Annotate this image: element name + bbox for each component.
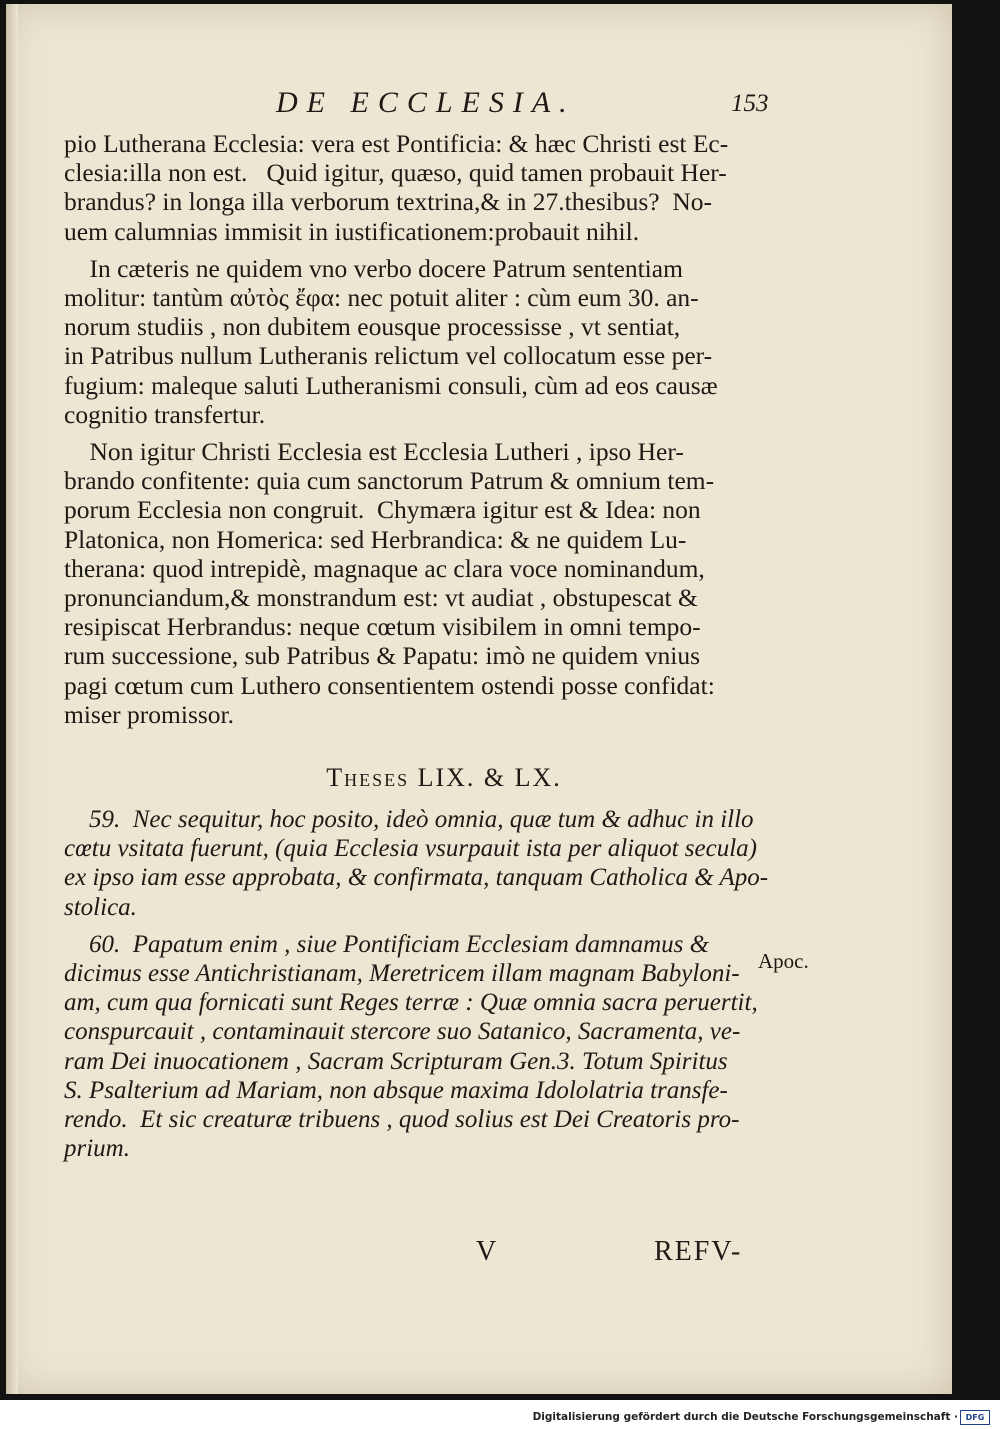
paragraph (64, 437, 764, 729)
text-line: porum Ecclesia non congruit. Chymæra igitur est & Idea: non (64, 495, 701, 525)
page-header (6, 86, 952, 126)
text-line: ram Dei inuocationem , Sacram Scripturam Gen.3. Totum Spiritus (64, 1047, 728, 1075)
funding-credit: Digitalisierung gefördert durch die Deutsche Forschungsgemeinschaft · (532, 1411, 958, 1423)
text-line: am, cum qua fornicati sunt Reges terræ : Quæ omnia sacra peruertit, (64, 989, 758, 1017)
paragraph (64, 129, 764, 246)
page-number: 153 (731, 90, 769, 117)
text-line: miser promissor. (64, 699, 234, 729)
text-line: Non igitur Christi Ecclesia est Ecclesia Lutheri , ipso Her- (64, 437, 684, 467)
text-line: Platonica, non Homerica: sed Herbrandica: & ne quidem Lu- (64, 524, 687, 554)
text-line: 60. Papatum enim , siue Pontificiam Ecclesiam damnamus & (64, 930, 710, 958)
text-line: 59. Nec sequitur, hoc posito, ideò omnia, quæ tum & adhuc in illo (64, 806, 754, 834)
text-line: cœtu vsitata fuerunt, (quia Ecclesia vsurpauit ista per aliquot secula) (64, 835, 757, 863)
text-line: prium. (64, 1135, 130, 1163)
section-heading: Theses LIX. & LX. (326, 763, 562, 793)
signature-mark: V (476, 1236, 497, 1267)
text-line: rum successione, sub Patribus & Papatu: imò ne quidem vnius (64, 641, 701, 671)
text-line: clesia:illa non est. Quid igitur, quæso, quid tamen probauit Her- (64, 158, 727, 188)
text-line: fugium: maleque saluti Lutheranismi consuli, cùm ad eos causæ (64, 370, 718, 400)
text-line: in Patribus nullum Lutheranis relictum vel collocatum esse per- (64, 341, 713, 371)
book-page (6, 4, 952, 1394)
running-title: DE ECCLESIA. (276, 86, 576, 119)
text-line: norum studiis , non dubitem eousque processisse , vt sentiat, (64, 312, 681, 342)
text-line: resipiscat Herbrandus: neque cœtum visibilem in omni tempo- (64, 612, 701, 642)
text-line: pagi cœtum cum Luthero consentientem ostendi posse confidat: (64, 670, 715, 700)
text-line: brandus? in longa illa verborum textrina,& in 27.thesibus? No- (64, 187, 712, 217)
credit-bar (0, 1400, 1000, 1429)
main-text (64, 129, 769, 1164)
text-line: stolica. (64, 893, 137, 921)
catchword: REFV- (654, 1236, 743, 1267)
text-line: pio Lutherana Ecclesia: vera est Pontificia: & hæc Christi est Ec- (64, 129, 729, 158)
thesis-59 (64, 805, 769, 922)
text-line: In cæteris ne quidem vno verbo docere Patrum sententiam (64, 253, 683, 283)
text-line: molitur: tantùm αὐτὸς ἔφα: nec potuit aliter : cùm eum 30. an- (64, 283, 699, 313)
text-line: uem calumnias immisit in iustificationem:probauit nihil. (64, 216, 640, 246)
text-line: conspurcauit , contaminauit stercore suo Satanico, Sacramenta, ve- (64, 1018, 741, 1046)
dfg-logo-icon: DFG (960, 1410, 990, 1425)
margin-note: Apoc. (758, 949, 809, 973)
text-line: dicimus esse Antichristianam, Meretricem illam magnam Babyloni- (64, 960, 740, 988)
text-line: therana: quod intrepidè, magnaque ac clara voce nominandum, (64, 553, 705, 583)
text-line: S. Psalterium ad Mariam, non absque maxima Idololatria transfe- (64, 1076, 728, 1104)
page-gutter-shadow (6, 4, 18, 1394)
page-footer (6, 1236, 952, 1276)
text-line: rendo. Et sic creaturæ tribuens , quod solius est Dei Creatoris pro- (64, 1106, 740, 1134)
text-line: brando confitente: quia cum sanctorum Patrum & omnium tem- (64, 466, 715, 496)
text-line: ex ipso iam esse approbata, & confirmata, tanquam Catholica & Apo- (64, 864, 769, 892)
paragraph (64, 254, 764, 429)
thesis-60 (64, 930, 764, 1164)
text-line: pronunciandum,& monstrandum est: vt audiat , obstupescat & (64, 583, 698, 613)
text-line: cognitio transfertur. (64, 399, 266, 429)
